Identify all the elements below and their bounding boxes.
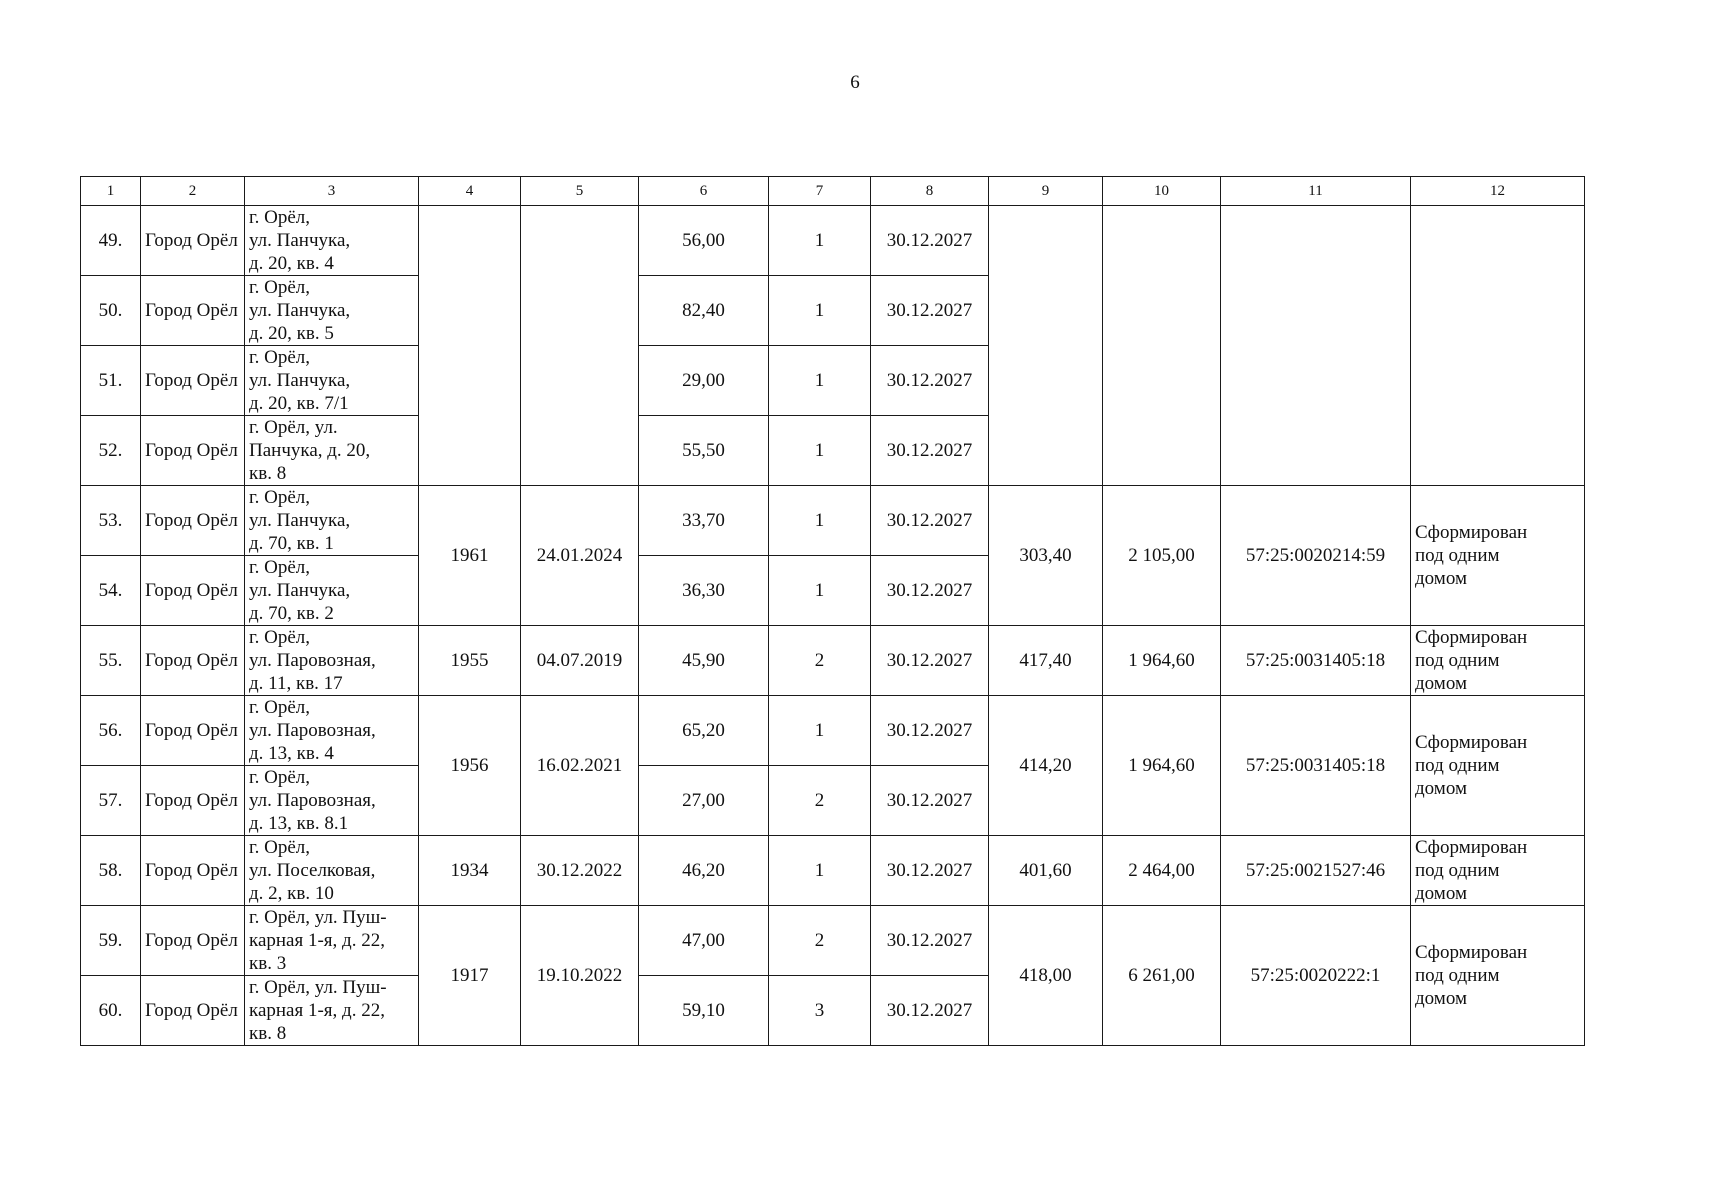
address-cell: г. Орёл, ул. Панчука, д. 20, кв. 7/1	[245, 346, 419, 416]
persons-cell: 1	[769, 836, 871, 906]
municipality-cell: Город Орёл	[141, 206, 245, 276]
cadastral-number-cell	[1221, 206, 1411, 486]
land-area-cell: 1 964,60	[1103, 696, 1221, 836]
year-cell: 1917	[419, 906, 521, 1046]
address-cell: г. Орёл, ул. Панчука, д. 20, кв. 8	[245, 416, 419, 486]
municipality-cell: Город Орёл	[141, 486, 245, 556]
table-row	[81, 906, 1585, 976]
address-cell: г. Орёл, ул. Панчука, д. 70, кв. 2	[245, 556, 419, 626]
municipality-cell: Город Орёл	[141, 906, 245, 976]
land-area-cell: 2 105,00	[1103, 486, 1221, 626]
municipality-cell: Город Орёл	[141, 346, 245, 416]
apartment-area-cell: 46,20	[639, 836, 769, 906]
municipality-cell: Город Орёл	[141, 416, 245, 486]
header-cell: 5	[521, 177, 639, 206]
persons-cell: 3	[769, 976, 871, 1046]
resettlement-deadline-cell: 30.12.2027	[871, 906, 989, 976]
municipality-cell: Город Орёл	[141, 976, 245, 1046]
address-cell: г. Орёл, ул. Поселковая, д. 2, кв. 10	[245, 836, 419, 906]
row-number-cell: 52.	[81, 416, 141, 486]
address-cell: г. Орёл, ул. Панчука, д. 20, кв. 5	[245, 276, 419, 346]
recognition-date-cell: 24.01.2024	[521, 486, 639, 626]
row-number-cell: 56.	[81, 696, 141, 766]
cadastral-number-cell: 57:25:0031405:18	[1221, 626, 1411, 696]
persons-cell: 2	[769, 626, 871, 696]
apartment-area-cell: 45,90	[639, 626, 769, 696]
persons-cell: 1	[769, 556, 871, 626]
row-number-cell: 50.	[81, 276, 141, 346]
persons-cell: 1	[769, 206, 871, 276]
row-number-cell: 49.	[81, 206, 141, 276]
table-row	[81, 206, 1585, 276]
row-number-cell: 53.	[81, 486, 141, 556]
row-number-cell: 51.	[81, 346, 141, 416]
note-cell: Сформирован под одним домом	[1411, 836, 1585, 906]
persons-cell: 1	[769, 276, 871, 346]
table-row	[81, 486, 1585, 556]
house-area-cell: 414,20	[989, 696, 1103, 836]
note-cell: Сформирован под одним домом	[1411, 906, 1585, 1046]
resettlement-deadline-cell: 30.12.2027	[871, 346, 989, 416]
address-cell: г. Орёл, ул. Паровозная, д. 13, кв. 8.1	[245, 766, 419, 836]
land-area-cell: 2 464,00	[1103, 836, 1221, 906]
resettlement-deadline-cell: 30.12.2027	[871, 276, 989, 346]
apartment-area-cell: 55,50	[639, 416, 769, 486]
column-number-header	[81, 177, 1585, 206]
note-cell: Сформирован под одним домом	[1411, 626, 1585, 696]
table-row	[81, 836, 1585, 906]
resettlement-deadline-cell: 30.12.2027	[871, 206, 989, 276]
apartment-area-cell: 29,00	[639, 346, 769, 416]
address-cell: г. Орёл, ул. Паровозная, д. 13, кв. 4	[245, 696, 419, 766]
page-number: 6	[850, 72, 860, 93]
house-area-cell: 417,40	[989, 626, 1103, 696]
municipality-cell: Город Орёл	[141, 556, 245, 626]
cadastral-number-cell: 57:25:0031405:18	[1221, 696, 1411, 836]
table-row	[81, 696, 1585, 766]
apartment-area-cell: 27,00	[639, 766, 769, 836]
municipality-cell: Город Орёл	[141, 766, 245, 836]
persons-cell: 1	[769, 696, 871, 766]
recognition-date-cell: 30.12.2022	[521, 836, 639, 906]
address-cell: г. Орёл, ул. Паровозная, д. 11, кв. 17	[245, 626, 419, 696]
address-cell: г. Орёл, ул. Пуш- карная 1-я, д. 22, кв. 8	[245, 976, 419, 1046]
persons-cell: 1	[769, 416, 871, 486]
house-area-cell	[989, 206, 1103, 486]
address-cell: г. Орёл, ул. Пуш- карная 1-я, д. 22, кв. 3	[245, 906, 419, 976]
resettlement-deadline-cell: 30.12.2027	[871, 486, 989, 556]
persons-cell: 2	[769, 906, 871, 976]
apartment-area-cell: 82,40	[639, 276, 769, 346]
resettlement-deadline-cell: 30.12.2027	[871, 696, 989, 766]
resettlement-deadline-cell: 30.12.2027	[871, 626, 989, 696]
header-cell: 8	[871, 177, 989, 206]
persons-cell: 1	[769, 346, 871, 416]
resettlement-deadline-cell: 30.12.2027	[871, 556, 989, 626]
year-cell	[419, 206, 521, 486]
apartment-area-cell: 33,70	[639, 486, 769, 556]
cadastral-number-cell: 57:25:0021527:46	[1221, 836, 1411, 906]
year-cell: 1955	[419, 626, 521, 696]
municipality-cell: Город Орёл	[141, 836, 245, 906]
row-number-cell: 54.	[81, 556, 141, 626]
header-cell: 6	[639, 177, 769, 206]
note-cell: Сформирован под одним домом	[1411, 696, 1585, 836]
address-cell: г. Орёл, ул. Панчука, д. 70, кв. 1	[245, 486, 419, 556]
header-cell: 10	[1103, 177, 1221, 206]
apartment-area-cell: 59,10	[639, 976, 769, 1046]
table-row	[81, 626, 1585, 696]
resettlement-deadline-cell: 30.12.2027	[871, 766, 989, 836]
resettlement-deadline-cell: 30.12.2027	[871, 976, 989, 1046]
resettlement-deadline-cell: 30.12.2027	[871, 416, 989, 486]
year-cell: 1956	[419, 696, 521, 836]
row-number-cell: 59.	[81, 906, 141, 976]
recognition-date-cell	[521, 206, 639, 486]
land-area-cell: 6 261,00	[1103, 906, 1221, 1046]
recognition-date-cell: 19.10.2022	[521, 906, 639, 1046]
row-number-cell: 57.	[81, 766, 141, 836]
header-cell: 12	[1411, 177, 1585, 206]
row-number-cell: 55.	[81, 626, 141, 696]
cadastral-number-cell: 57:25:0020214:59	[1221, 486, 1411, 626]
header-cell: 9	[989, 177, 1103, 206]
land-area-cell	[1103, 206, 1221, 486]
persons-cell: 2	[769, 766, 871, 836]
resettlement-deadline-cell: 30.12.2027	[871, 836, 989, 906]
apartment-area-cell: 36,30	[639, 556, 769, 626]
header-cell: 2	[141, 177, 245, 206]
cadastral-number-cell: 57:25:0020222:1	[1221, 906, 1411, 1046]
row-number-cell: 60.	[81, 976, 141, 1046]
note-cell	[1411, 206, 1585, 486]
apartment-area-cell: 47,00	[639, 906, 769, 976]
apartment-area-cell: 65,20	[639, 696, 769, 766]
land-area-cell: 1 964,60	[1103, 626, 1221, 696]
year-cell: 1934	[419, 836, 521, 906]
housing-registry-table	[80, 176, 1585, 1046]
year-cell: 1961	[419, 486, 521, 626]
address-cell: г. Орёл, ул. Панчука, д. 20, кв. 4	[245, 206, 419, 276]
note-cell: Сформирован под одним домом	[1411, 486, 1585, 626]
house-area-cell: 418,00	[989, 906, 1103, 1046]
header-cell: 11	[1221, 177, 1411, 206]
house-area-cell: 401,60	[989, 836, 1103, 906]
recognition-date-cell: 04.07.2019	[521, 626, 639, 696]
header-cell: 1	[81, 177, 141, 206]
municipality-cell: Город Орёл	[141, 696, 245, 766]
municipality-cell: Город Орёл	[141, 626, 245, 696]
row-number-cell: 58.	[81, 836, 141, 906]
persons-cell: 1	[769, 486, 871, 556]
header-cell: 7	[769, 177, 871, 206]
municipality-cell: Город Орёл	[141, 276, 245, 346]
apartment-area-cell: 56,00	[639, 206, 769, 276]
header-cell: 4	[419, 177, 521, 206]
recognition-date-cell: 16.02.2021	[521, 696, 639, 836]
header-cell: 3	[245, 177, 419, 206]
house-area-cell: 303,40	[989, 486, 1103, 626]
